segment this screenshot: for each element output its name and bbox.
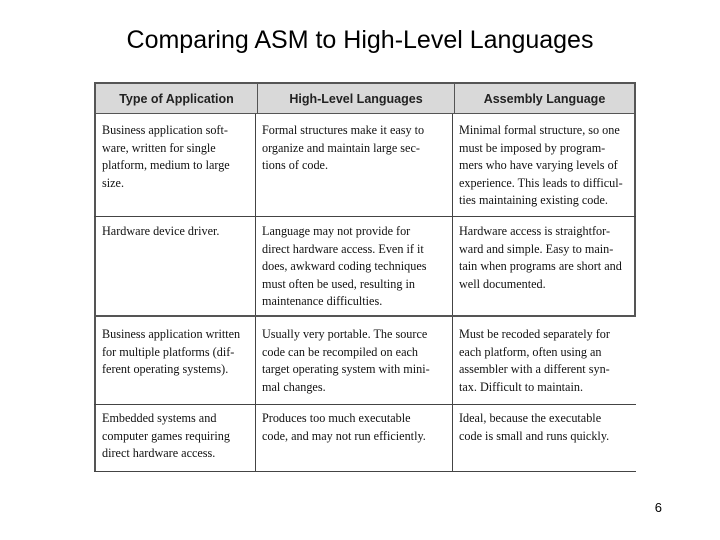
table-cell: Minimal formal structure, so one must be imposed by program- mers who have varying levels of experience. This leads to difficul- ties maintaining existing code.	[459, 123, 623, 207]
column-divider-1	[255, 114, 256, 472]
header-type-of-application: Type of Application	[119, 92, 234, 106]
table-cell: Usually very portable. The source code can be recompiled on each target operating system with mini- mal changes.	[262, 327, 430, 394]
table-cell: Ideal, because the executable code is small and runs quickly.	[459, 411, 610, 443]
table-border-right	[634, 114, 636, 315]
table-cell: Hardware access is straightfor- ward and simple. Easy to main- tain when programs are short and well documented.	[459, 224, 622, 291]
table-cell: Hardware device driver.	[102, 224, 220, 238]
comparison-table	[94, 82, 636, 472]
table-cell: Business application soft- ware, written for single platform, medium to large size.	[102, 123, 230, 190]
page-number: 6	[654, 500, 662, 515]
table-cell: Language may not provide for direct hardware access. Even if it does, awkward coding techniques must often be used, resulting in maintenance difficulties.	[262, 224, 427, 308]
row-divider-3	[94, 404, 636, 405]
column-divider-2	[452, 114, 453, 472]
row-divider-2	[94, 315, 636, 317]
table-header-row	[94, 82, 636, 114]
table-cell: Embedded systems and computer games requiring direct hardware access.	[102, 411, 230, 460]
table-cell: Must be recoded separately for each platform, often using an assembler with a different syn- tax. Difficult to maintain.	[459, 327, 610, 394]
table-cell: Formal structures make it easy to organize and maintain large sec- tions of code.	[262, 123, 425, 172]
table-border-left	[94, 114, 96, 472]
table-border-bottom	[94, 471, 636, 472]
table-cell: Business application written for multiple platforms (dif- ferent operating systems).	[102, 327, 241, 376]
header-high-level-languages: High-Level Languages	[257, 84, 454, 114]
table-cell: Produces too much executable code, and may not run efficiently.	[262, 411, 426, 443]
header-assembly-language: Assembly Language	[454, 84, 634, 114]
slide-title: Comparing ASM to High-Level Languages	[126, 26, 594, 54]
row-divider-1	[94, 216, 636, 217]
